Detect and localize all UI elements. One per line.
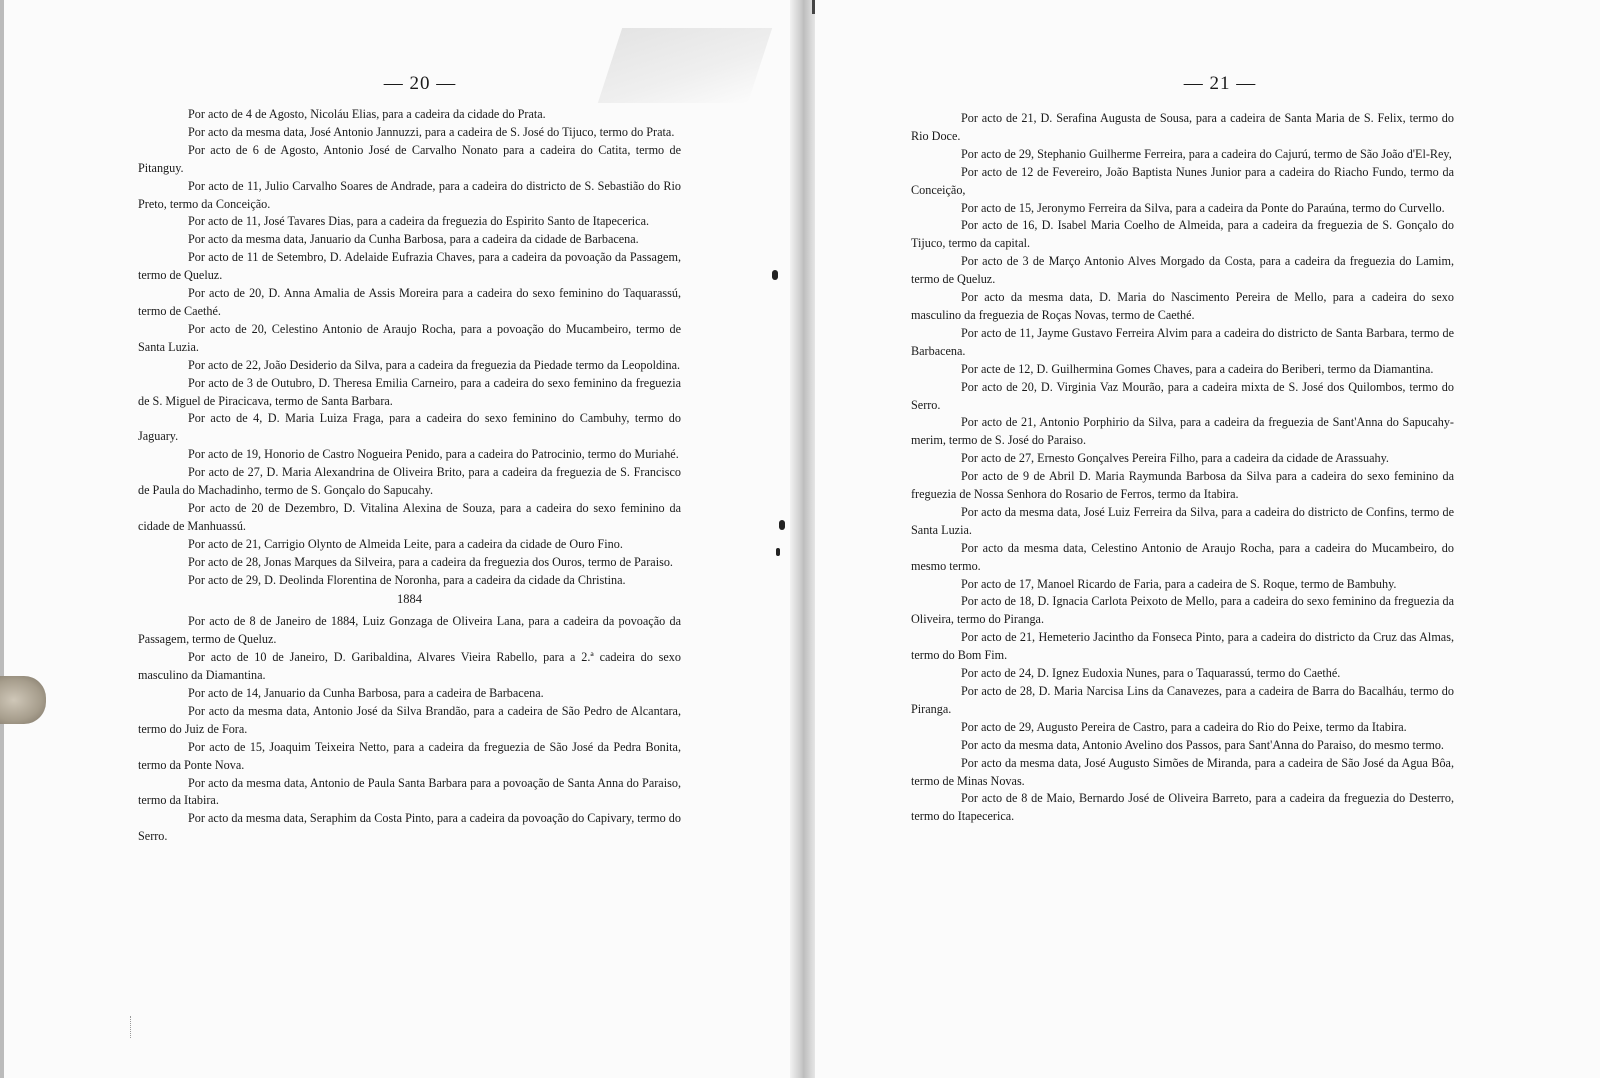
page-edge [0, 0, 4, 1078]
paragraph: Por acto de 21, Antonio Porphirio da Silva, para a cadeira da freguezia de Sant'Anna do Sapucahy-merim, termo de S. José do Paraiso. [911, 415, 1454, 448]
right-page [815, 0, 1600, 1078]
page-number-right: — 21 — [1183, 73, 1257, 94]
paragraph: Por acto de 11 de Setembro, D. Adelaide Eufrazia Chaves, para a cadeira da povoação da Passagem, termo de Queluz. [138, 250, 681, 283]
paragraph: Por acto de 28, Jonas Marques da Silveira, para a cadeira da freguezia dos Ouros, termo de Paraiso. [188, 554, 673, 569]
margin-mark [130, 1016, 135, 1038]
paragraph: Por acto da mesma data, José Luiz Ferreira da Silva, para a cadeira do districto de Confins, termo de Santa Luzia. [911, 504, 1454, 537]
paragraph: Por acto de 27, Ernesto Gonçalves Pereira Filho, para a cadeira da cidade de Arassuahy. [961, 451, 1389, 466]
left-page [0, 0, 790, 1078]
paragraph: Por acto de 16, D. Isabel Maria Coelho de Almeida, para a cadeira da freguezia de S. Gonçalo do Tijuco, termo da capital. [911, 218, 1454, 251]
right-page-text [911, 110, 1454, 826]
paragraph: Por acto de 24, D. Ignez Eudoxia Nunes, para o Taquarassú, termo do Caethé. [961, 666, 1341, 681]
paragraph: Por acto de 28, D. Maria Narcisa Lins da Canavezes, para a cadeira de Barra do Bacalháu, termo do Piranga. [911, 684, 1454, 716]
year-heading: 1884 [397, 592, 422, 607]
binding-dot [776, 548, 780, 556]
paragraph: Por acto de 8 de Janeiro de 1884, Luiz Gonzaga de Oliveira Lana, para a cadeira da povoação da Passagem, termo de Queluz. [138, 614, 681, 647]
paragraph: Por acto de 11, Julio Carvalho Soares de Andrade, para a cadeira do districto de S. Sebastião do Rio Preto, termo da Conceição. [138, 178, 681, 211]
paragraph: Por acto de 21, D. Serafina Augusta de Sousa, para a cadeira de Santa Maria de S. Felix, termo do Rio Doce. [911, 111, 1454, 143]
paragraph: Por acte de 12, D. Guilhermina Gomes Chaves, para a cadeira do Beriberi, termo da Diamantina. [961, 361, 1434, 376]
paragraph: Por acto de 4 de Agosto, Nicoláu Elias, para a cadeira da cidade do Prata. [188, 107, 546, 121]
paragraph: Por acto de 8 de Maio, Bernardo José de Oliveira Barreto, para a cadeira da freguezia do Desterro, termo do Itapecerica. [911, 791, 1454, 824]
paragraph: Por acto de 17, Manoel Ricardo de Faria, para a cadeira de S. Roque, termo de Bambuhy. [961, 576, 1397, 591]
page-number-left: — 20 — [383, 73, 457, 94]
paragraph: Por acto de 20, Celestino Antonio de Araujo Rocha, para a povoação do Mucambeiro, termo de Santa Luzia. [138, 321, 681, 354]
paragraph: Por acto de 29, Augusto Pereira de Castro, para a cadeira do Rio do Peixe, termo da Itabira. [961, 719, 1407, 734]
binding-dot [772, 270, 778, 280]
paragraph: Por acto de 6 de Agosto, Antonio José de Carvalho Nonato para a cadeira do Catita, termo de Pitanguy. [138, 142, 681, 175]
paragraph: Por acto da mesma data, Celestino Antonio de Araujo Rocha, para a cadeira do Mucambeiro, do mesmo termo. [911, 540, 1454, 573]
paragraph: Por acto da mesma data, D. Maria do Nascimento Pereira de Mello, para a cadeira do sexo masculino da freguezia de Roças Novas, termo de Caethé. [911, 290, 1454, 322]
paper-stain [598, 28, 772, 103]
paragraph: Por acto de 19, Honorio de Castro Nogueira Penido, para a cadeira do Patrocinio, termo do Muriahé. [188, 447, 679, 462]
paragraph: Por acto da mesma data, José Antonio Jannuzzi, para a cadeira de S. José do Tijuco, termo do Prata. [188, 124, 675, 139]
paragraph: Por acto de 4, D. Maria Luiza Fraga, para a cadeira do sexo feminino do Cambuhy, termo do Jaguary. [138, 411, 681, 444]
paragraph: Por acto de 15, Joaquim Teixeira Netto, para a cadeira da freguezia de São José da Pedra Bonita, termo da Ponte Nova. [138, 739, 681, 772]
paragraph: Por acto de 29, D. Deolinda Florentina de Noronha, para a cadeira da cidade da Christina. [188, 572, 626, 587]
paragraph: Por acto de 18, D. Ignacia Carlota Peixoto de Mello, para a cadeira do sexo feminino da freguezia da Oliveira, termo do Piranga. [911, 594, 1454, 627]
left-paragraph-list-after [138, 613, 681, 846]
paragraph: Por acto de 29, Stephanio Guilherme Ferreira, para a cadeira do Cajurú, termo de São João d'El-Rey, [961, 146, 1452, 161]
paragraph: Por acto da mesma data, Antonio de Paula Santa Barbara para a povoação de Santa Anna do Paraiso, termo da Itabira. [138, 775, 681, 808]
book-gutter [790, 0, 815, 1078]
left-paragraph-list [138, 106, 681, 589]
paragraph: Por acto de 21, Hemeterio Jacintho da Fonseca Pinto, para a cadeira do districto da Cruz das Almas, termo do Bom Fim. [911, 630, 1454, 663]
binding-tab [0, 676, 46, 724]
paragraph: Por acto de 3 de Março Antonio Alves Morgado da Costa, para a cadeira da freguezia do Lamim, termo de Queluz. [911, 254, 1454, 287]
paragraph: Por acto de 20 de Dezembro, D. Vitalina Alexina de Souza, para a cadeira do sexo feminino da cidade de Manhuassú. [138, 500, 681, 533]
paragraph: Por acto da mesma data, Januario da Cunha Barbosa, para a cadeira da cidade de Barbacena. [188, 232, 639, 247]
paragraph: Por acto de 10 de Janeiro, D. Garibaldina, Alvares Vieira Rabello, para a 2.ª cadeira do sexo masculino da Diamantina. [138, 650, 681, 683]
paragraph: Por acto da mesma data, Antonio Avelino dos Passos, para Sant'Anna do Paraiso, do mesmo termo. [961, 737, 1444, 752]
paragraph: Por acto de 15, Jeronymo Ferreira da Silva, para a cadeira da Ponte do Paraúna, termo do Curvello. [961, 200, 1445, 215]
paragraph: Por acto da mesma data, Antonio José da Silva Brandão, para a cadeira de São Pedro de Alcantara, termo do Juiz de Fora. [138, 703, 681, 736]
right-paragraph-list [911, 110, 1454, 826]
paragraph: Por acto de 20, D. Virginia Vaz Mourão, para a cadeira mixta de S. José dos Quilombos, termo do Serro. [911, 379, 1454, 412]
paragraph: Por acto de 11, José Tavares Dias, para a cadeira da freguezia do Espirito Santo de Itapecerica. [188, 214, 650, 229]
paragraph: Por acto de 9 de Abril D. Maria Raymunda Barbosa da Silva para a cadeira do sexo feminino da freguezia de Nossa Senhora do Rosario de Ferros, termo da Itabira. [911, 469, 1454, 502]
paragraph: Por acto de 11, Jayme Gustavo Ferreira Alvim para a cadeira do districto de Santa Barbara, termo de Barbacena. [911, 325, 1454, 358]
left-page-text [138, 106, 681, 846]
paragraph: Por acto de 20, D. Anna Amalia de Assis Moreira para a cadeira do sexo feminino do Taquarassú, termo de Caethé. [138, 286, 681, 318]
paragraph: Por acto de 12 de Fevereiro, João Baptista Nunes Junior para a cadeira do Riacho Fundo, termo da Conceição, [911, 164, 1454, 197]
paragraph: Por acto da mesma data, Seraphim da Costa Pinto, para a cadeira da povoação do Capivary, termo do Serro. [138, 811, 681, 844]
paragraph: Por acto de 3 de Outubro, D. Theresa Emilia Carneiro, para a cadeira do sexo feminino da freguezia de S. Miguel de Piracicava, termo de Santa Barbara. [138, 375, 681, 408]
paragraph: Por acto de 21, Carrigio Olynto de Almeida Leite, para a cadeira da cidade de Ouro Fino. [188, 536, 623, 551]
paragraph: Por acto de 22, João Desiderio da Silva, para a cadeira da freguezia da Piedade termo da Leopoldina. [188, 357, 681, 372]
paragraph: Por acto de 27, D. Maria Alexandrina de Oliveira Brito, para a cadeira da freguezia de S. Francisco de Paula do Machadinho, termo de S. Gonçalo do Sapucahy. [138, 465, 681, 498]
binding-dot [779, 520, 785, 530]
paragraph: Por acto da mesma data, José Augusto Simões de Miranda, para a cadeira de São José da Agua Bôa, termo de Minas Novas. [911, 755, 1454, 788]
paragraph: Por acto de 14, Januario da Cunha Barbosa, para a cadeira de Barbacena. [188, 686, 544, 700]
